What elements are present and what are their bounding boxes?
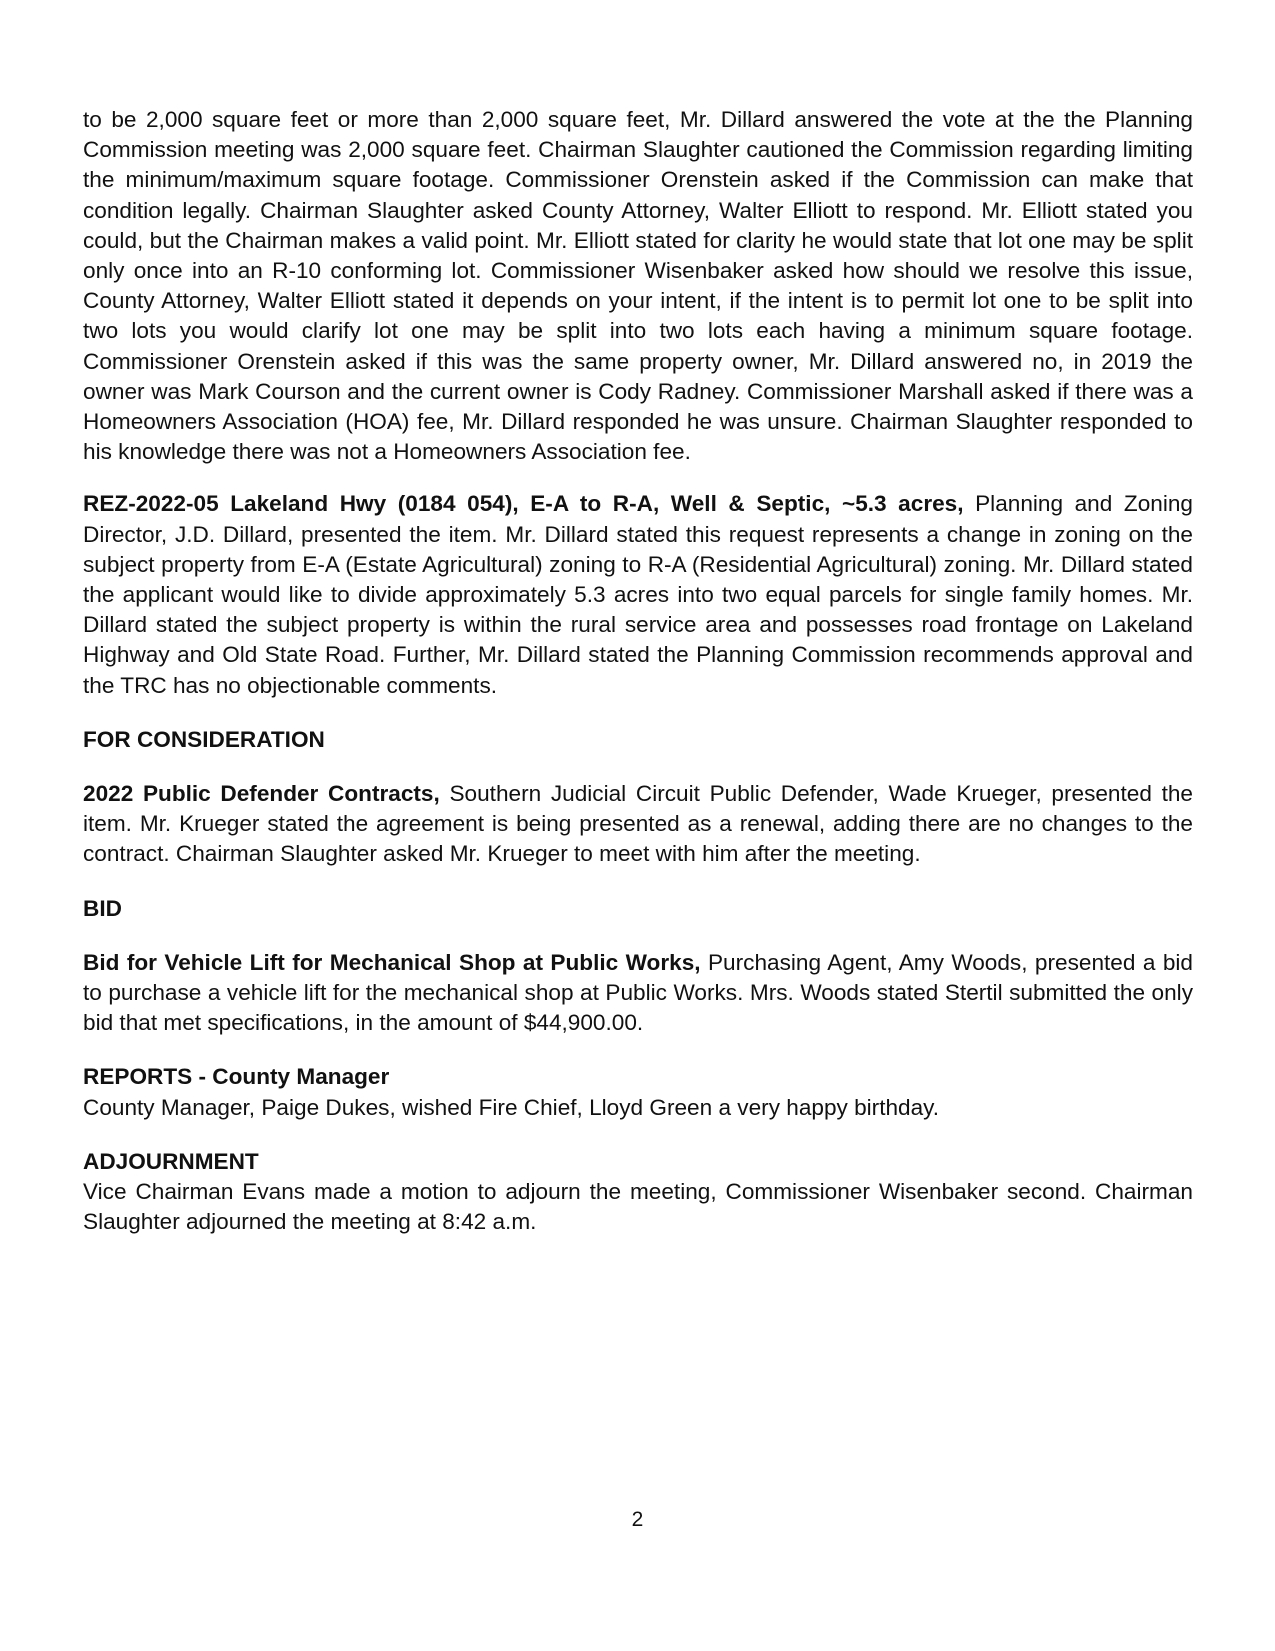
section-heading-adjournment: ADJOURNMENT xyxy=(83,1148,259,1174)
spacer xyxy=(83,1038,1193,1062)
consideration-paragraph xyxy=(83,779,1193,870)
spacer xyxy=(83,467,1193,489)
spacer xyxy=(83,924,1193,948)
section-heading-consideration: FOR CONSIDERATION xyxy=(83,726,325,752)
rezoning-text: Planning and Zoning Director, J.D. Dillard, presented the item. Mr. Dillard stated this request represents a change in zoning on the subject property from E-A (Estate Agricultural) zoning to R-A (Residential Agricultural) zoning. Mr. Dillard stated the applicant would like to divide approximately 5.3 acres into two equal parcels for single family homes. Mr. Dillard stated the subject property is within the rural service area and possesses road frontage on Lakeland Highway and Old State Road. Further, Mr. Dillard stated the Planning Commission recommends approval and the TRC has no objectionable comments. xyxy=(83,491,1193,698)
section-heading-reports: REPORTS - County Manager xyxy=(83,1064,390,1090)
bid-title: Bid for Vehicle Lift for Mechanical Shop at Public Works, xyxy=(83,949,701,975)
rezoning-title: REZ-2022-05 Lakeland Hwy (0184 054), E-A to R-A, Well & Septic, ~5.3 acres, xyxy=(83,491,964,517)
bid-text: Purchasing Agent, Amy Woods, presented a bid to purchase a vehicle lift for the mechanical shop at Public Works. Mrs. Woods stated Stertil submitted the only bid that met specifications, in the amount of $44,900.00. xyxy=(83,949,1193,1036)
rezoning-paragraph xyxy=(83,489,1193,700)
bid-paragraph xyxy=(83,948,1193,1039)
reports-paragraph: County Manager, Paige Dukes, wished Fire Chief, Lloyd Green a very happy birthday. xyxy=(83,1094,940,1120)
adjournment-paragraph: Vice Chairman Evans made a motion to adjourn the meeting, Commissioner Wisenbaker second. Chairman Slaughter adjourned the meeting at 8:42 a.m. xyxy=(83,1179,1193,1235)
spacer xyxy=(83,870,1193,894)
section-heading-bid: BID xyxy=(83,895,122,921)
spacer xyxy=(83,755,1193,779)
consideration-text: Southern Judicial Circuit Public Defender, Wade Krueger, presented the item. Mr. Krueger stated the agreement is being presented as a renewal, adding there are no changes to the contract. Chairman Slaughter asked Mr. Krueger to meet with him after the meeting. xyxy=(83,781,1193,867)
spacer xyxy=(83,1123,1193,1147)
page-number: 2 xyxy=(631,1508,644,1531)
document-body xyxy=(83,105,1193,1238)
spacer xyxy=(83,701,1193,725)
consideration-title: 2022 Public Defender Contracts, xyxy=(83,781,440,807)
continuation-paragraph: to be 2,000 square feet or more than 2,000 square feet, Mr. Dillard answered the vote at the the Planning Commission meeting was 2,000 square feet. Chairman Slaughter cautioned the Commission regarding limiting the minimum/maximum square footage. Commissioner Orenstein asked if the Commission can make that condition legally. Chairman Slaughter asked County Attorney, Walter Elliott to respond. Mr. Elliott stated you could, but the Chairman makes a valid point. Mr. Elliott stated for clarity he would state that lot one may be split only once into an R-10 conforming lot. Commissioner Wisenbaker asked how should we resolve this issue, County Attorney, Walter Elliott stated it depends on your intent, if the intent is to permit lot one to be split into two lots you would clarify lot one may be split into two lots each having a minimum square footage. Commissioner Orenstein asked if this was the same property owner, Mr. Dillard answered no, in 2019 the owner was Mark Courson and the current owner is Cody Radney. Commissioner Marshall asked if there was a Homeowners Association (HOA) fee, Mr. Dillard responded he was unsure. Chairman Slaughter responded to his knowledge there was not a Homeowners Association fee. xyxy=(83,107,1193,465)
